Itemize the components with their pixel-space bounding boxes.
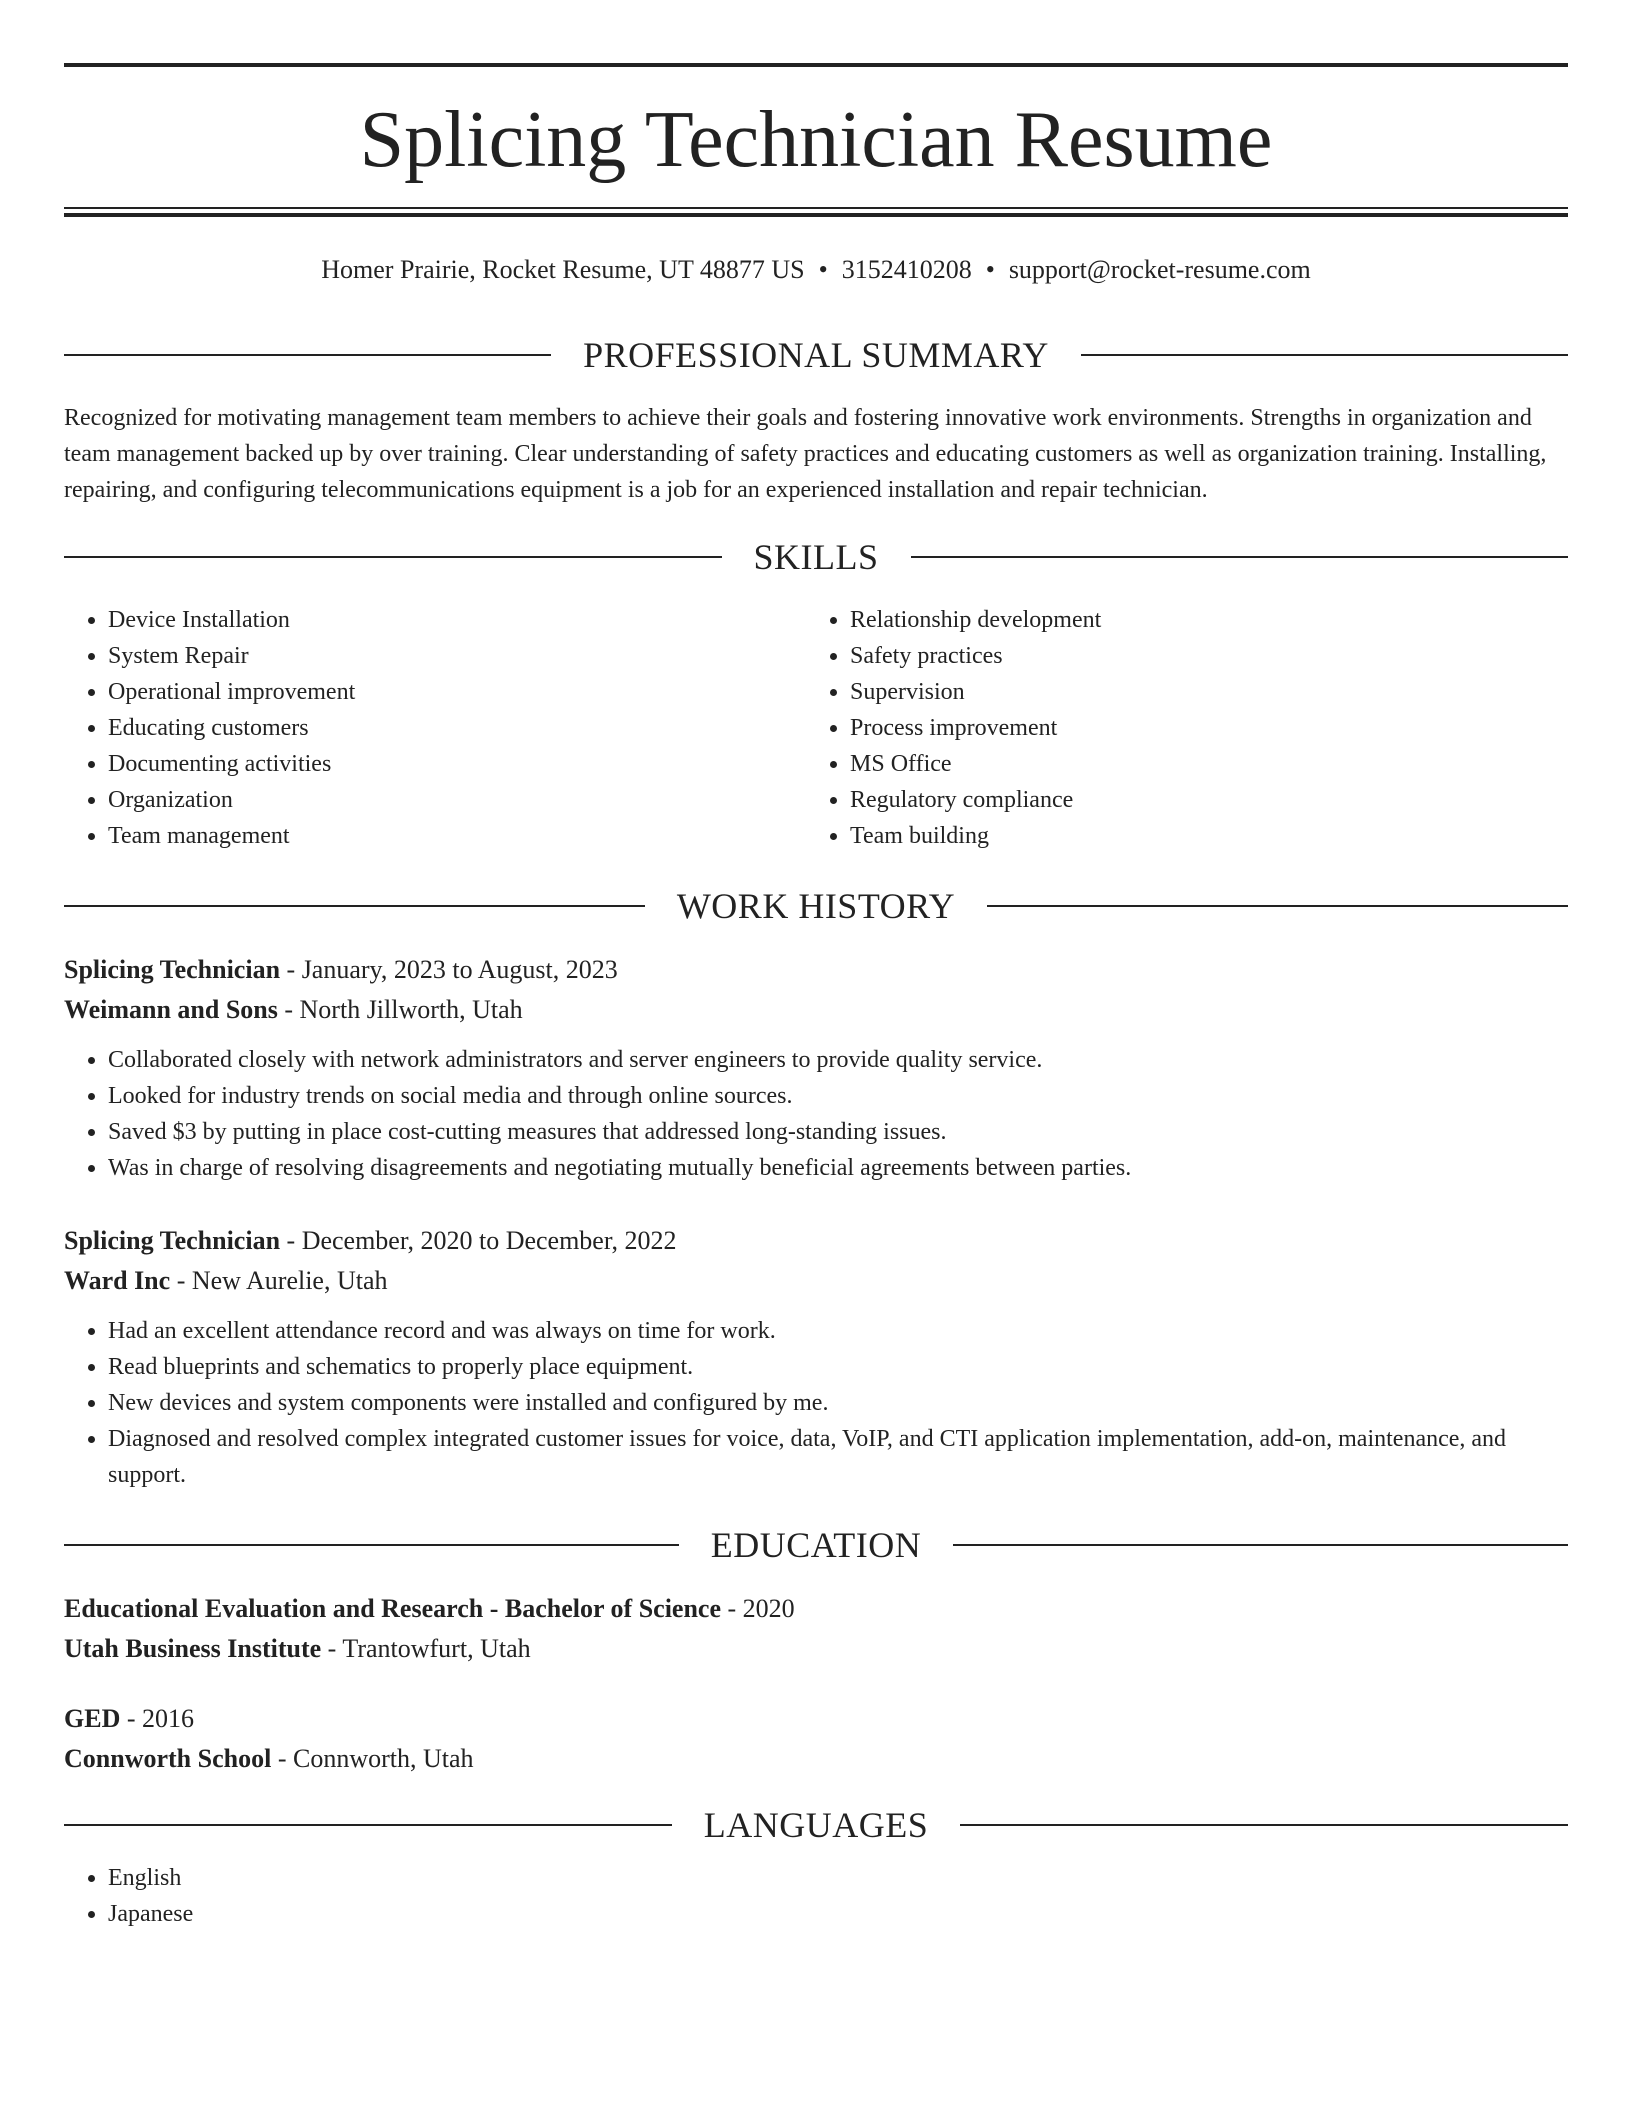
section-title: EDUCATION <box>710 1525 922 1565</box>
section-title: LANGUAGES <box>703 1805 929 1845</box>
divider-line <box>911 556 1569 558</box>
resume-title: Splicing Technician Resume <box>359 96 1273 184</box>
section-header-skills <box>64 535 1568 579</box>
skill-item: • Relationship development <box>850 602 1506 638</box>
education-entry <box>64 1589 1568 1669</box>
job-bullet: • Was in charge of resolving disagreements and negotiating mutually beneficial agreements between parties. <box>108 1150 1568 1186</box>
divider-line <box>64 1824 672 1826</box>
divider-line <box>64 905 645 907</box>
job-bullet: • Looked for industry trends on social media and through online sources. <box>108 1078 1568 1114</box>
section-title: SKILLS <box>753 537 879 577</box>
divider-line <box>64 354 551 356</box>
job-title-line <box>64 1221 1568 1261</box>
job-title-line <box>64 950 1568 990</box>
job-bullet: • Read blueprints and schematics to properly place equipment. <box>108 1349 1568 1385</box>
section-header-languages <box>64 1803 1568 1847</box>
skill-item: • System Repair <box>108 638 764 674</box>
section-header-education <box>64 1523 1568 1567</box>
skill-item: • Documenting activities <box>108 746 764 782</box>
education-year: - 2016 <box>120 1704 195 1733</box>
title-double-rule <box>64 207 1568 217</box>
job-bullet: • Had an excellent attendance record and was always on time for work. <box>108 1313 1568 1349</box>
job-dates: - January, 2023 to August, 2023 <box>280 955 618 984</box>
education-school: Connworth School <box>64 1744 272 1773</box>
skill-item: • Process improvement <box>850 710 1506 746</box>
divider-line <box>953 1544 1568 1546</box>
contact-line <box>64 252 1568 288</box>
divider-line <box>1081 354 1568 356</box>
skill-item: • Safety practices <box>850 638 1506 674</box>
language-item: • English <box>108 1860 764 1896</box>
skill-item: • MS Office <box>850 746 1506 782</box>
job-entry <box>64 950 1568 1186</box>
contact-phone: 3152410208 <box>841 255 972 284</box>
section-title: WORK HISTORY <box>676 886 956 926</box>
job-company: Weimann and Sons <box>64 995 278 1024</box>
education-school-line <box>64 1629 1568 1669</box>
job-entry <box>64 1221 1568 1493</box>
skill-item: • Regulatory compliance <box>850 782 1506 818</box>
contact-address: Homer Prairie, Rocket Resume, UT 48877 US <box>321 255 805 284</box>
divider-line <box>64 556 722 558</box>
job-title: Splicing Technician <box>64 1226 281 1255</box>
language-item: • Japanese <box>108 1896 764 1932</box>
skill-item: • Operational improvement <box>108 674 764 710</box>
job-bullet: • Collaborated closely with network administrators and server engineers to provide quality service. <box>108 1042 1568 1078</box>
job-dates: - December, 2020 to December, 2022 <box>280 1226 677 1255</box>
education-degree-line <box>64 1589 1568 1629</box>
skills-column-right <box>806 602 1506 854</box>
divider-line <box>987 905 1568 907</box>
contact-email[interactable]: support@rocket-resume.com <box>1008 255 1311 284</box>
top-rule <box>64 63 1568 67</box>
skills-column-left <box>64 602 764 854</box>
job-location: - North Jillworth, Utah <box>277 995 523 1024</box>
section-header-work <box>64 884 1568 928</box>
job-bullets <box>64 1042 1568 1186</box>
job-company-line <box>64 990 1568 1030</box>
skill-item: • Team building <box>850 818 1506 854</box>
languages-list <box>64 1860 764 1932</box>
contact-separator: • <box>818 255 828 284</box>
education-entry <box>64 1699 1568 1779</box>
skill-item: • Educating customers <box>108 710 764 746</box>
job-location: - New Aurelie, Utah <box>170 1266 388 1295</box>
education-year: - 2020 <box>721 1594 795 1623</box>
summary-text: Recognized for motivating management team members to achieve their goals and fostering innovative work environments. Strengths in organization and team management backed up by over training. Clear understanding of safety practices and educating customers as well as organization training. Installing, repairing, and configuring telecommunications equipment is a job for an experienced installation and repair technician. <box>64 405 1547 503</box>
job-title: Splicing Technician <box>64 955 281 984</box>
education-degree: Educational Evaluation and Research - Bachelor of Science <box>64 1594 721 1623</box>
contact-separator: • <box>985 255 995 284</box>
education-location: - Trantowfurt, Utah <box>321 1634 531 1663</box>
job-bullets <box>64 1313 1568 1493</box>
skill-item: • Organization <box>108 782 764 818</box>
job-company-line <box>64 1261 1568 1301</box>
skill-item: • Supervision <box>850 674 1506 710</box>
divider-line <box>64 1544 679 1546</box>
education-school: Utah Business Institute <box>64 1634 322 1663</box>
education-degree: GED <box>64 1704 121 1733</box>
education-location: - Connworth, Utah <box>271 1744 474 1773</box>
skill-item: • Team management <box>108 818 764 854</box>
section-header-summary <box>64 333 1568 377</box>
skill-item: • Device Installation <box>108 602 764 638</box>
job-company: Ward Inc <box>64 1266 171 1295</box>
divider-line <box>960 1824 1568 1826</box>
education-school-line <box>64 1739 1568 1779</box>
education-degree-line <box>64 1699 1568 1739</box>
job-bullet: • Diagnosed and resolved complex integrated customer issues for voice, data, VoIP, and CTI application implementation, add-on, maintenance, and support. <box>108 1421 1568 1493</box>
job-bullet: • New devices and system components were installed and configured by me. <box>108 1385 1568 1421</box>
job-bullet: • Saved $3 by putting in place cost-cutting measures that addressed long-standing issues. <box>108 1114 1568 1150</box>
section-title: PROFESSIONAL SUMMARY <box>583 335 1049 375</box>
